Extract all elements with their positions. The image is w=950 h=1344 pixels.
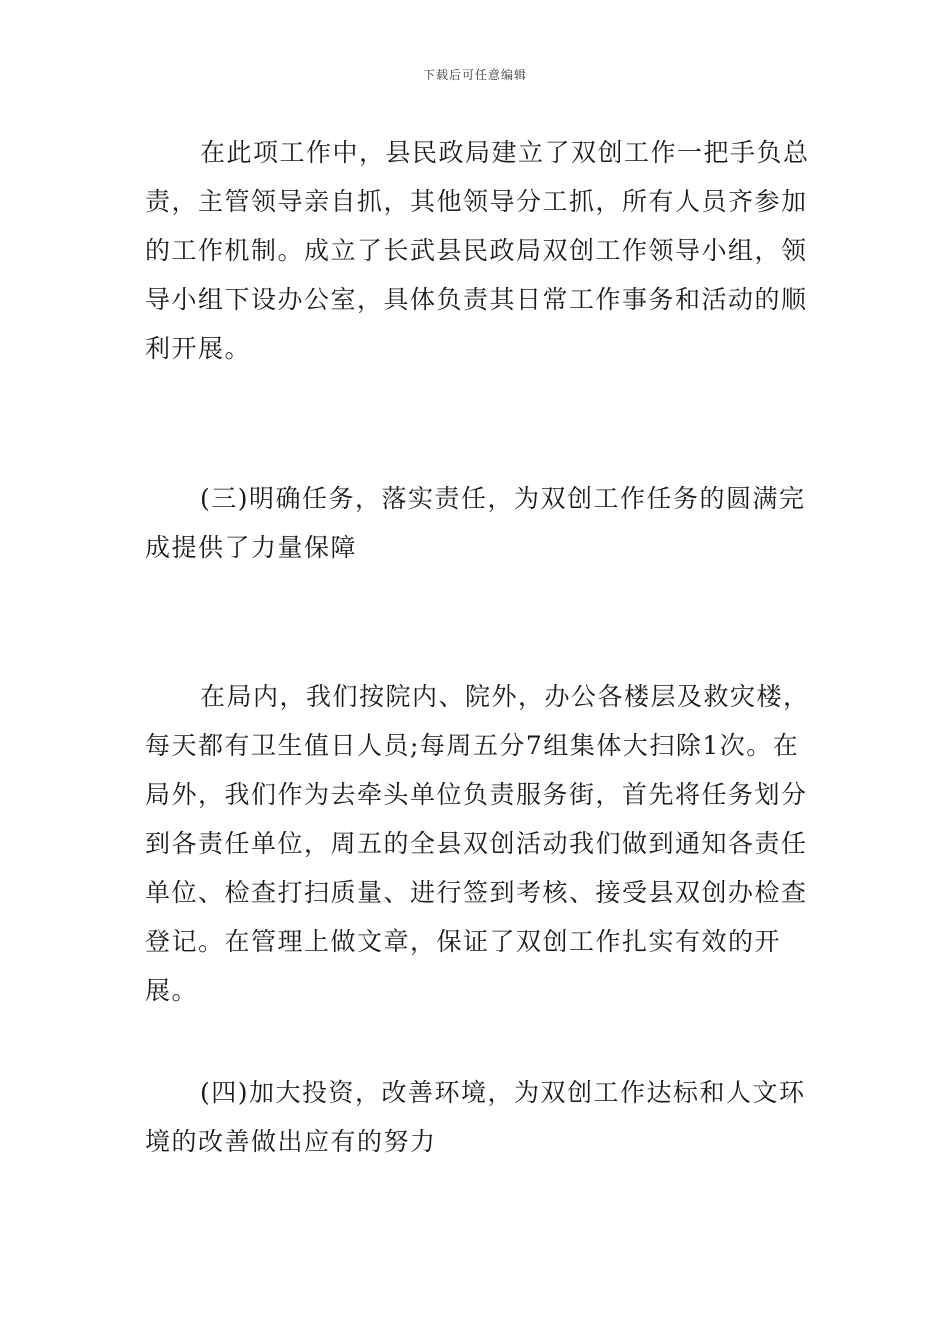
paragraph-leadership-mechanism: 在此项工作中，县民政局建立了双创工作一把手负总责，主管领导亲自抓，其他领导分工抓，所有人员齐参加的工作机制。成立了长武县民政局双创工作领导小组，领导小组下设办公室，具体负责其日常工作事务和活动的顺利开展。 [145, 138, 810, 363]
header-note: 下载后可任意编辑 [422, 68, 527, 82]
paragraph-task-assignment: 在局内，我们按院内、院外，办公各楼层及救灾楼，每天都有卫生值日人员;每周五分7组集体大扫除1次。在局外，我们作为去牵头单位负责服务街，首先将任务划分到各责任单位，周五的全县双创活动我们做到通知各责任单位、检查打扫质量、进行签到考核、接受县双创办检查登记。在管理上做文章，保证了双创工作扎实有效的开展。 [145, 682, 810, 1005]
section-heading-four: (四)加大投资，改善环境，为双创工作达标和人文环境的改善做出应有的努力 [145, 1078, 806, 1156]
section-heading-three: (三)明确任务，落实责任，为双创工作任务的圆满完成提供了力量保障 [145, 484, 806, 562]
